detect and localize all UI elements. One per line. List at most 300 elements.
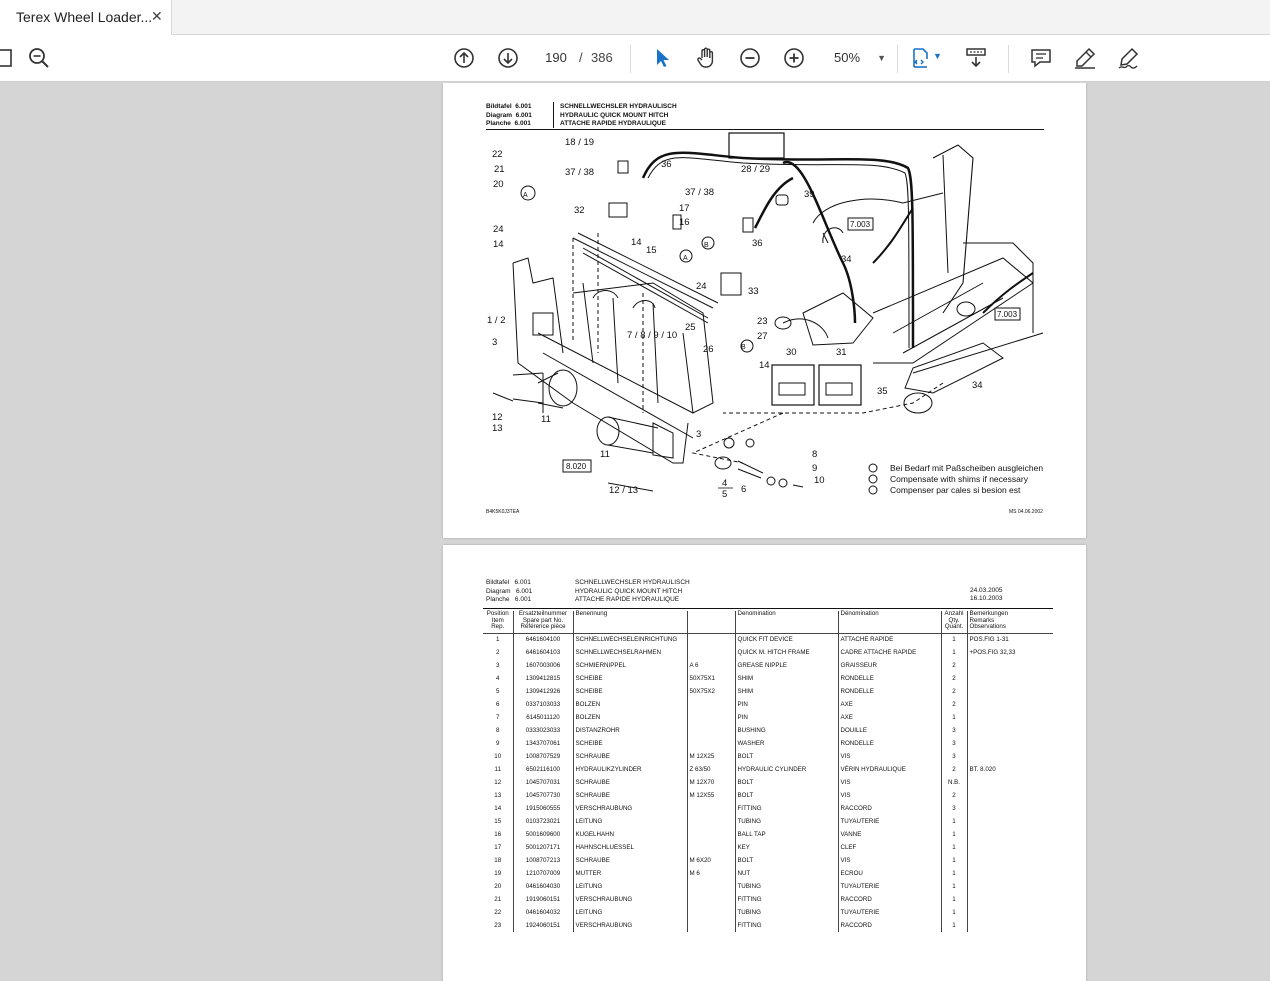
callout-label: 12 / 13	[609, 485, 639, 496]
document-tab[interactable]	[0, 0, 172, 35]
table-cell	[967, 893, 1053, 906]
table-cell: RONDELLE	[838, 737, 941, 750]
table-cell	[687, 906, 735, 919]
callout-label: 8.020	[566, 462, 587, 471]
table-cell	[967, 841, 1053, 854]
callout-label: 27	[757, 331, 768, 342]
table-cell: 0337103033	[513, 698, 573, 711]
table-cell	[967, 854, 1053, 867]
comment-icon[interactable]	[1026, 43, 1056, 73]
close-icon[interactable]: ✕	[151, 8, 163, 24]
table-cell: SHIM	[735, 672, 838, 685]
table-cell: +POS.FIG 32,33	[969, 649, 1016, 656]
table-cell: 2	[483, 646, 513, 659]
callout-label: 15	[646, 245, 657, 256]
table-cell: SCHRAUBE	[573, 789, 687, 802]
table-cell: SCHEIBE	[573, 672, 687, 685]
pdf-page-diagram	[443, 83, 1086, 538]
table-cell: 1	[941, 646, 967, 659]
callout-label: 24	[493, 224, 504, 235]
table-cell: 1	[941, 919, 967, 932]
table-cell: WASHER	[735, 737, 838, 750]
table-cell: 1	[941, 815, 967, 828]
callout-label: 1 / 2	[487, 315, 506, 326]
tab-title: Terex Wheel Loader...	[16, 9, 153, 25]
table-row	[483, 880, 1053, 893]
callout-label: 3	[492, 337, 498, 348]
column-header	[687, 611, 735, 633]
zoom-out-icon[interactable]	[735, 43, 765, 73]
table-cell	[687, 698, 735, 711]
table-cell: 1309412926	[513, 685, 573, 698]
table-cell: 16	[483, 828, 513, 841]
table-row	[483, 672, 1053, 685]
table-cell: KUGELHAHN	[573, 828, 687, 841]
table-cell	[687, 802, 735, 815]
callout-label: 21	[494, 164, 505, 175]
table-cell: 23	[483, 919, 513, 932]
table-cell: 2	[941, 698, 967, 711]
toolbar	[0, 35, 1270, 82]
table-cell: AXE	[838, 698, 941, 711]
table-cell: 11	[483, 763, 513, 776]
table-row	[483, 893, 1053, 906]
callout-label: 24	[696, 281, 707, 292]
callout-label: 28 / 29	[741, 164, 771, 175]
table-cell: MUTTER	[573, 867, 687, 880]
table-cell: 1919060151	[513, 893, 573, 906]
callout-label: 10	[814, 475, 825, 486]
table-cell	[967, 906, 1053, 919]
table-cell: 1343707061	[513, 737, 573, 750]
table-cell: M 6X20	[687, 854, 735, 867]
table-cell: 1	[941, 893, 967, 906]
table-cell: RACCORD	[838, 893, 941, 906]
column-header: Position Item Rep.	[483, 611, 513, 633]
chevron-down-icon: ▼	[877, 53, 886, 63]
callout-label: 37 / 38	[685, 187, 715, 198]
pdf-page-parts-list	[443, 545, 1086, 981]
table-cell: BOLT	[735, 750, 838, 763]
page-header-left: Bildtafel 6.001 Diagram 6.001 Planche 6.001	[486, 579, 533, 604]
table-cell: 6461604100	[513, 633, 573, 646]
table-cell	[967, 698, 1053, 711]
table-cell: 1309412815	[513, 672, 573, 685]
note-german: Bei Bedarf mit Paßscheiben ausgleichen	[890, 463, 1044, 473]
table-cell: VÉRIN HYDRAULIQUE	[838, 763, 941, 776]
table-cell: CLEF	[838, 841, 941, 854]
table-cell: M 12X55	[687, 789, 735, 802]
zoom-search-icon[interactable]	[24, 43, 54, 73]
table-cell: 2	[941, 659, 967, 672]
hand-tool-icon[interactable]	[691, 43, 721, 73]
column-header: Dénomination	[838, 611, 941, 633]
table-cell: A 6	[687, 659, 735, 672]
table-cell: DOUILLE	[838, 724, 941, 737]
table-cell: TUYAUTERIE	[838, 815, 941, 828]
table-cell: BOLT	[735, 789, 838, 802]
callout-label: 26	[703, 344, 714, 355]
callout-label: 34	[841, 254, 852, 265]
table-cell: Z 63/50	[687, 763, 735, 776]
table-cell: DISTANZROHR	[573, 724, 687, 737]
callout-label: 35	[877, 386, 888, 397]
callout-label: 20	[493, 179, 504, 190]
callout-label: 11	[541, 414, 551, 425]
callout-label: 30	[786, 347, 797, 358]
table-cell: 14	[483, 802, 513, 815]
table-cell: SCHMIERNIPPEL	[573, 659, 687, 672]
callout-label: 39	[804, 189, 815, 200]
table-cell: 1915060555	[513, 802, 573, 815]
table-cell: 0461604032	[513, 906, 573, 919]
callout-label: 37 / 38	[565, 167, 595, 178]
table-cell	[687, 828, 735, 841]
table-cell	[687, 646, 735, 659]
table-cell	[967, 711, 1053, 724]
table-cell: 1	[941, 633, 967, 646]
table-row	[483, 763, 1053, 776]
callout-label: 36	[752, 238, 763, 249]
table-row	[483, 646, 1053, 659]
table-row	[483, 906, 1053, 919]
table-cell: 3	[941, 802, 967, 815]
table-cell: BT. 8.020	[969, 766, 996, 773]
table-cell: HAHNSCHLUESSEL	[573, 841, 687, 854]
table-cell	[687, 724, 735, 737]
callout-label: 31	[836, 347, 847, 358]
callout-label: 23	[757, 316, 768, 327]
callout-label: 5	[722, 489, 728, 500]
toolbar-divider	[630, 45, 631, 73]
table-row	[483, 698, 1053, 711]
table-cell: PIN	[735, 698, 838, 711]
table-cell: 6145011120	[513, 711, 573, 724]
table-cell: SCHEIBE	[573, 737, 687, 750]
page-number-input[interactable]	[539, 45, 573, 71]
callout-label: 3	[696, 429, 702, 440]
callout-label: B	[704, 242, 709, 249]
table-cell: HYDRAULIC CYLINDER	[735, 763, 838, 776]
sidebar-icon[interactable]	[0, 43, 18, 73]
scroll-mode-icon[interactable]	[961, 43, 991, 73]
table-cell: GREASE NIPPLE	[735, 659, 838, 672]
table-cell: 0461604030	[513, 880, 573, 893]
table-row	[483, 854, 1053, 867]
callout-label: 12	[492, 412, 503, 423]
next-page-icon[interactable]	[493, 43, 523, 73]
callout-label: 32	[574, 205, 585, 216]
table-header-row	[483, 611, 1053, 633]
table-cell	[967, 867, 1053, 880]
table-cell: 3	[941, 724, 967, 737]
table-cell	[687, 737, 735, 750]
table-cell: 1	[483, 633, 513, 646]
table-cell: BOLZEN	[573, 711, 687, 724]
callout-label: 14	[493, 239, 504, 250]
table-cell	[687, 919, 735, 932]
table-row	[483, 750, 1053, 763]
table-row	[483, 815, 1053, 828]
creation-date: 16.10.2003	[970, 595, 1003, 602]
tab-bar	[0, 0, 1270, 35]
column-header: Bemerkungen Remarks Observations	[967, 611, 1053, 633]
table-cell: 12	[483, 776, 513, 789]
table-cell: ECROU	[838, 867, 941, 880]
table-cell: 1008707529	[513, 750, 573, 763]
table-cell: LEITUNG	[573, 815, 687, 828]
table-cell: 50X75X2	[687, 685, 735, 698]
table-row	[483, 633, 1053, 646]
table-cell: 1	[941, 880, 967, 893]
table-cell	[687, 711, 735, 724]
table-cell: 1008707213	[513, 854, 573, 867]
table-cell: TUBING	[735, 815, 838, 828]
callout-label: 8	[812, 449, 818, 460]
table-cell: SHIM	[735, 685, 838, 698]
callout-label: A	[523, 192, 528, 199]
table-cell: 18	[483, 854, 513, 867]
table-cell: FITTING	[735, 802, 838, 815]
table-cell	[967, 750, 1053, 763]
toolbar-divider	[897, 45, 898, 73]
table-cell	[967, 880, 1053, 893]
table-cell: 9	[483, 737, 513, 750]
table-cell	[967, 802, 1053, 815]
table-cell: 10	[483, 750, 513, 763]
table-cell: SCHNELLWECHSELRAHMEN	[573, 646, 687, 659]
table-cell: VIS	[838, 750, 941, 763]
table-cell: 50X75X1	[687, 672, 735, 685]
table-cell: AXE	[838, 711, 941, 724]
table-cell: BOLZEN	[573, 698, 687, 711]
table-cell: N.B.	[941, 776, 967, 789]
callout-label: 13	[492, 423, 503, 434]
table-cell: 4	[483, 672, 513, 685]
table-cell	[967, 815, 1053, 828]
table-cell: VERSCHRAUBUNG	[573, 893, 687, 906]
table-cell: TUBING	[735, 880, 838, 893]
table-cell: 7	[483, 711, 513, 724]
column-header: Ersatzteilnummer Spare part No. Référence pièce	[513, 611, 573, 633]
table-cell: FITTING	[735, 893, 838, 906]
table-cell: 5001207171	[513, 841, 573, 854]
table-cell: 1	[941, 854, 967, 867]
table-row	[483, 802, 1053, 815]
document-viewer[interactable]	[0, 83, 1270, 981]
note-french: Compenser par cales si besion est	[890, 485, 1021, 495]
table-cell: KEY	[735, 841, 838, 854]
table-cell: HYDRAULIKZYLINDER	[573, 763, 687, 776]
column-header: Denomination	[735, 611, 838, 633]
column-header: Benennung	[573, 611, 687, 633]
table-cell: VANNE	[838, 828, 941, 841]
table-row	[483, 724, 1053, 737]
callout-label: 17	[679, 203, 690, 214]
callout-label: A	[683, 255, 688, 262]
parts-table	[483, 611, 1053, 932]
callout-label: 14	[631, 237, 642, 248]
table-row	[483, 841, 1053, 854]
page-header-title: SCHNELLWECHSLER HYDRAULISCH HYDRAULIC QUICK MOUNT HITCH ATTACHE RAPIDE HYDRAULIQUE	[575, 579, 690, 604]
table-cell	[967, 789, 1053, 802]
callout-label: 11	[600, 449, 610, 460]
table-cell: LEITUNG	[573, 906, 687, 919]
table-cell: QUICK FIT DEVICE	[735, 633, 838, 646]
callout-label: 33	[748, 286, 759, 297]
table-cell: GRAISSEUR	[838, 659, 941, 672]
table-row	[483, 919, 1053, 932]
table-cell: 17	[483, 841, 513, 854]
table-cell: 13	[483, 789, 513, 802]
table-cell: QUICK M. HITCH FRAME	[735, 646, 838, 659]
table-cell: 8	[483, 724, 513, 737]
table-cell: 1	[941, 828, 967, 841]
table-cell: SCHNELLWECHSELEINRICHTUNG	[573, 633, 687, 646]
toolbar-divider	[1008, 45, 1009, 73]
table-cell: VIS	[838, 854, 941, 867]
table-cell	[967, 776, 1053, 789]
table-cell	[967, 828, 1053, 841]
table-cell: 22	[483, 906, 513, 919]
table-cell: NUT	[735, 867, 838, 880]
table-cell: SCHRAUBE	[573, 776, 687, 789]
table-cell: 6502116100	[513, 763, 573, 776]
table-cell: 2	[941, 789, 967, 802]
table-cell: 21	[483, 893, 513, 906]
page-header-left: Bildtafel 6.001 Diagram 6.001 Planche 6.001	[486, 103, 532, 128]
note-english: Compensate with shims if necessary	[890, 474, 1028, 484]
table-cell: M 12X70	[687, 776, 735, 789]
table-row	[483, 685, 1053, 698]
table-cell: TUYAUTERIE	[838, 906, 941, 919]
table-cell: ATTACHE RAPIDE	[838, 633, 941, 646]
table-cell: LEITUNG	[573, 880, 687, 893]
callout-label: 7.003	[997, 310, 1018, 319]
sign-icon[interactable]	[1114, 43, 1144, 73]
table-cell	[967, 672, 1053, 685]
table-cell: 1045707730	[513, 789, 573, 802]
table-cell: M 12X25	[687, 750, 735, 763]
table-cell: 6461604103	[513, 646, 573, 659]
table-cell: PIN	[735, 711, 838, 724]
table-cell: VIS	[838, 789, 941, 802]
callout-label: 6	[741, 484, 747, 495]
table-cell: 5001609600	[513, 828, 573, 841]
table-cell: 1924060151	[513, 919, 573, 932]
table-row	[483, 789, 1053, 802]
page-separator: /	[579, 50, 583, 65]
parts-table-body	[483, 633, 1053, 932]
table-cell: 20	[483, 880, 513, 893]
revision-date: 24.03.2005	[970, 587, 1003, 594]
table-cell: 2	[941, 763, 967, 776]
table-cell: 5	[483, 685, 513, 698]
table-cell: TUYAUTERIE	[838, 880, 941, 893]
table-cell: BALL TAP	[735, 828, 838, 841]
drawing-number: B4K5K0J3TEA	[486, 509, 520, 515]
callout-label: 25	[685, 322, 696, 333]
callout-label: B	[741, 344, 746, 351]
previous-page-icon[interactable]	[449, 43, 479, 73]
page-header-title: SCHNELLWECHSLER HYDRAULISCH HYDRAULIC QUICK MOUNT HITCH ATTACHE RAPIDE HYDRAULIQUE	[560, 103, 677, 128]
table-cell: VERSCHRAUBUNG	[573, 802, 687, 815]
table-cell: 3	[941, 750, 967, 763]
callout-label: 4	[722, 478, 728, 489]
callout-label: 9	[812, 463, 818, 474]
table-cell: SCHEIBE	[573, 685, 687, 698]
table-cell: 1210707009	[513, 867, 573, 880]
table-cell: BOLT	[735, 776, 838, 789]
table-cell: 15	[483, 815, 513, 828]
table-cell: FITTING	[735, 919, 838, 932]
table-cell: RONDELLE	[838, 685, 941, 698]
callout-label: 34	[972, 380, 983, 391]
table-cell: POS.FIG 1-31	[969, 636, 1009, 644]
table-cell: 1	[941, 841, 967, 854]
zoom-in-icon[interactable]	[779, 43, 809, 73]
table-cell	[967, 724, 1053, 737]
column-header: Anzahl Qty. Quant.	[941, 611, 967, 633]
table-cell: BOLT	[735, 854, 838, 867]
table-row	[483, 659, 1053, 672]
table-row	[483, 828, 1053, 841]
callout-label: 14	[759, 360, 770, 371]
table-cell	[967, 919, 1053, 932]
highlight-pen-icon[interactable]	[1070, 43, 1100, 73]
table-row	[483, 776, 1053, 789]
table-cell: 6	[483, 698, 513, 711]
table-cell: 1	[941, 867, 967, 880]
table-cell: VIS	[838, 776, 941, 789]
table-cell	[967, 685, 1053, 698]
table-cell	[687, 841, 735, 854]
table-cell: RONDELLE	[838, 672, 941, 685]
table-cell: VERSCHRAUBUNG	[573, 919, 687, 932]
table-cell: 19	[483, 867, 513, 880]
table-cell: 1	[941, 906, 967, 919]
callout-label: 36	[661, 159, 672, 170]
table-cell: TUBING	[735, 906, 838, 919]
table-cell: 3	[483, 659, 513, 672]
table-cell: 0333023033	[513, 724, 573, 737]
callout-label: 16	[679, 217, 690, 228]
table-cell: 1045707031	[513, 776, 573, 789]
table-cell	[687, 893, 735, 906]
table-cell	[687, 815, 735, 828]
table-cell: RACCORD	[838, 919, 941, 932]
callout-label: 7 / 8 / 9 / 10	[627, 330, 678, 341]
chevron-down-icon[interactable]: ▼	[933, 51, 942, 61]
table-cell	[687, 880, 735, 893]
table-cell: 1607003006	[513, 659, 573, 672]
table-cell	[687, 633, 735, 646]
table-cell: RACCORD	[838, 802, 941, 815]
select-cursor-icon[interactable]	[647, 43, 677, 73]
table-cell: CADRE ATTACHE RAPIDE	[838, 646, 941, 659]
callout-label: 22	[492, 149, 503, 160]
table-cell: 3	[941, 737, 967, 750]
page-fit-icon[interactable]	[906, 43, 936, 73]
header-rule	[483, 608, 1053, 609]
table-row	[483, 737, 1053, 750]
table-cell: 2	[941, 685, 967, 698]
table-cell: 0103723021	[513, 815, 573, 828]
zoom-value: 50%	[834, 50, 861, 65]
total-pages: 386	[591, 50, 613, 65]
zoom-select[interactable]	[824, 45, 890, 71]
table-cell	[967, 659, 1053, 672]
